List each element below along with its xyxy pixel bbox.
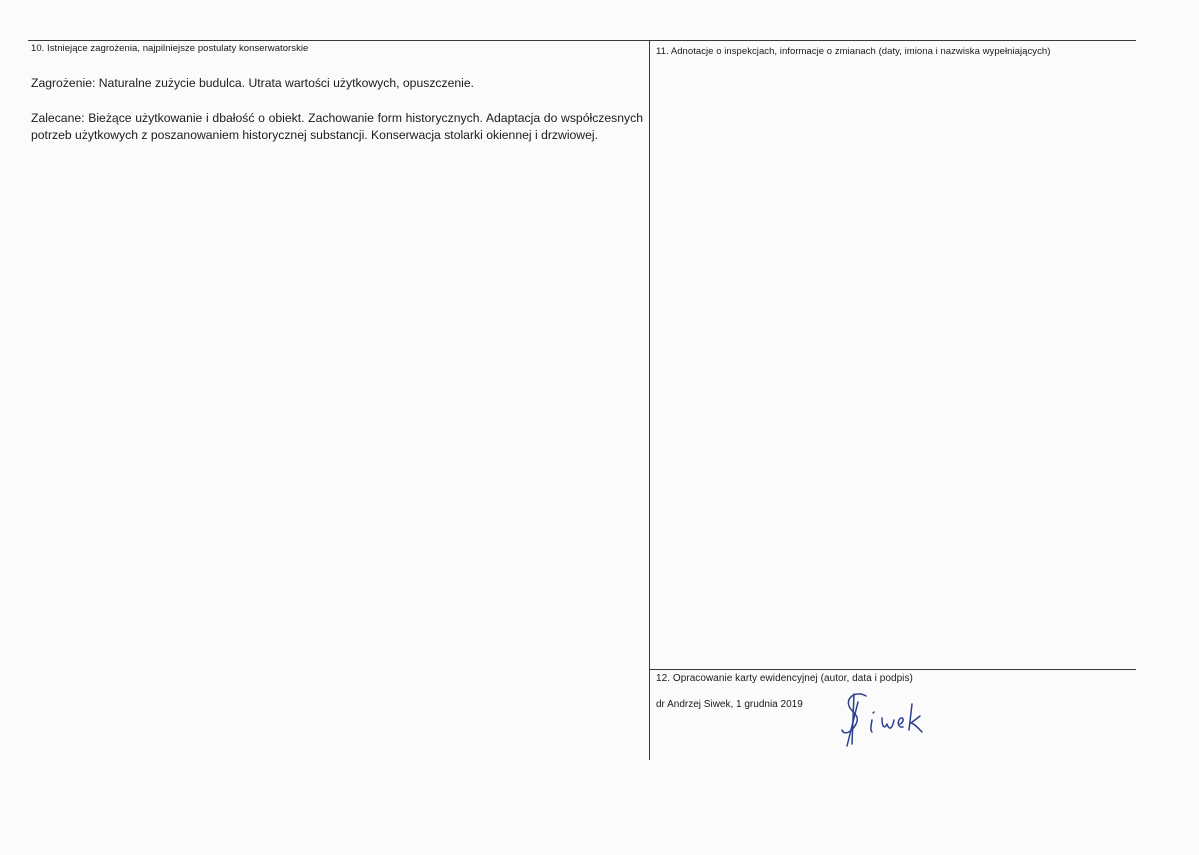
section10-threats: Zagrożenie: Naturalne zużycie budulca. Utrata wartości użytkowych, opuszczenie. [31,76,475,90]
author-date: dr Andrzej Siwek, 1 grudnia 2019 [656,699,803,710]
top-rule [28,40,1136,41]
section12-heading: 12. Opracowanie karty ewidencyjnej (autor, data i podpis) [656,673,913,684]
section10-recommendations: Zalecane: Bieżące użytkowanie i dbałość o obiekt. Zachowanie form historycznych. Adaptacja do współczesnych potrzeb użytkowych z poszanowaniem historycznej substancji. Konserwacja stolarki okiennej i drzwiowej. [31,111,643,142]
column-divider [649,40,650,760]
signature-image [838,686,938,748]
section11-heading: 11. Adnotacje o inspekcjach, informacje o zmianach (daty, imiona i nazwiska wypełniających) [656,46,1051,57]
section12-rule [649,669,1136,670]
section10-heading: 10. Istniejące zagrożenia, najpilniejsze postulaty konserwatorskie [31,43,309,54]
